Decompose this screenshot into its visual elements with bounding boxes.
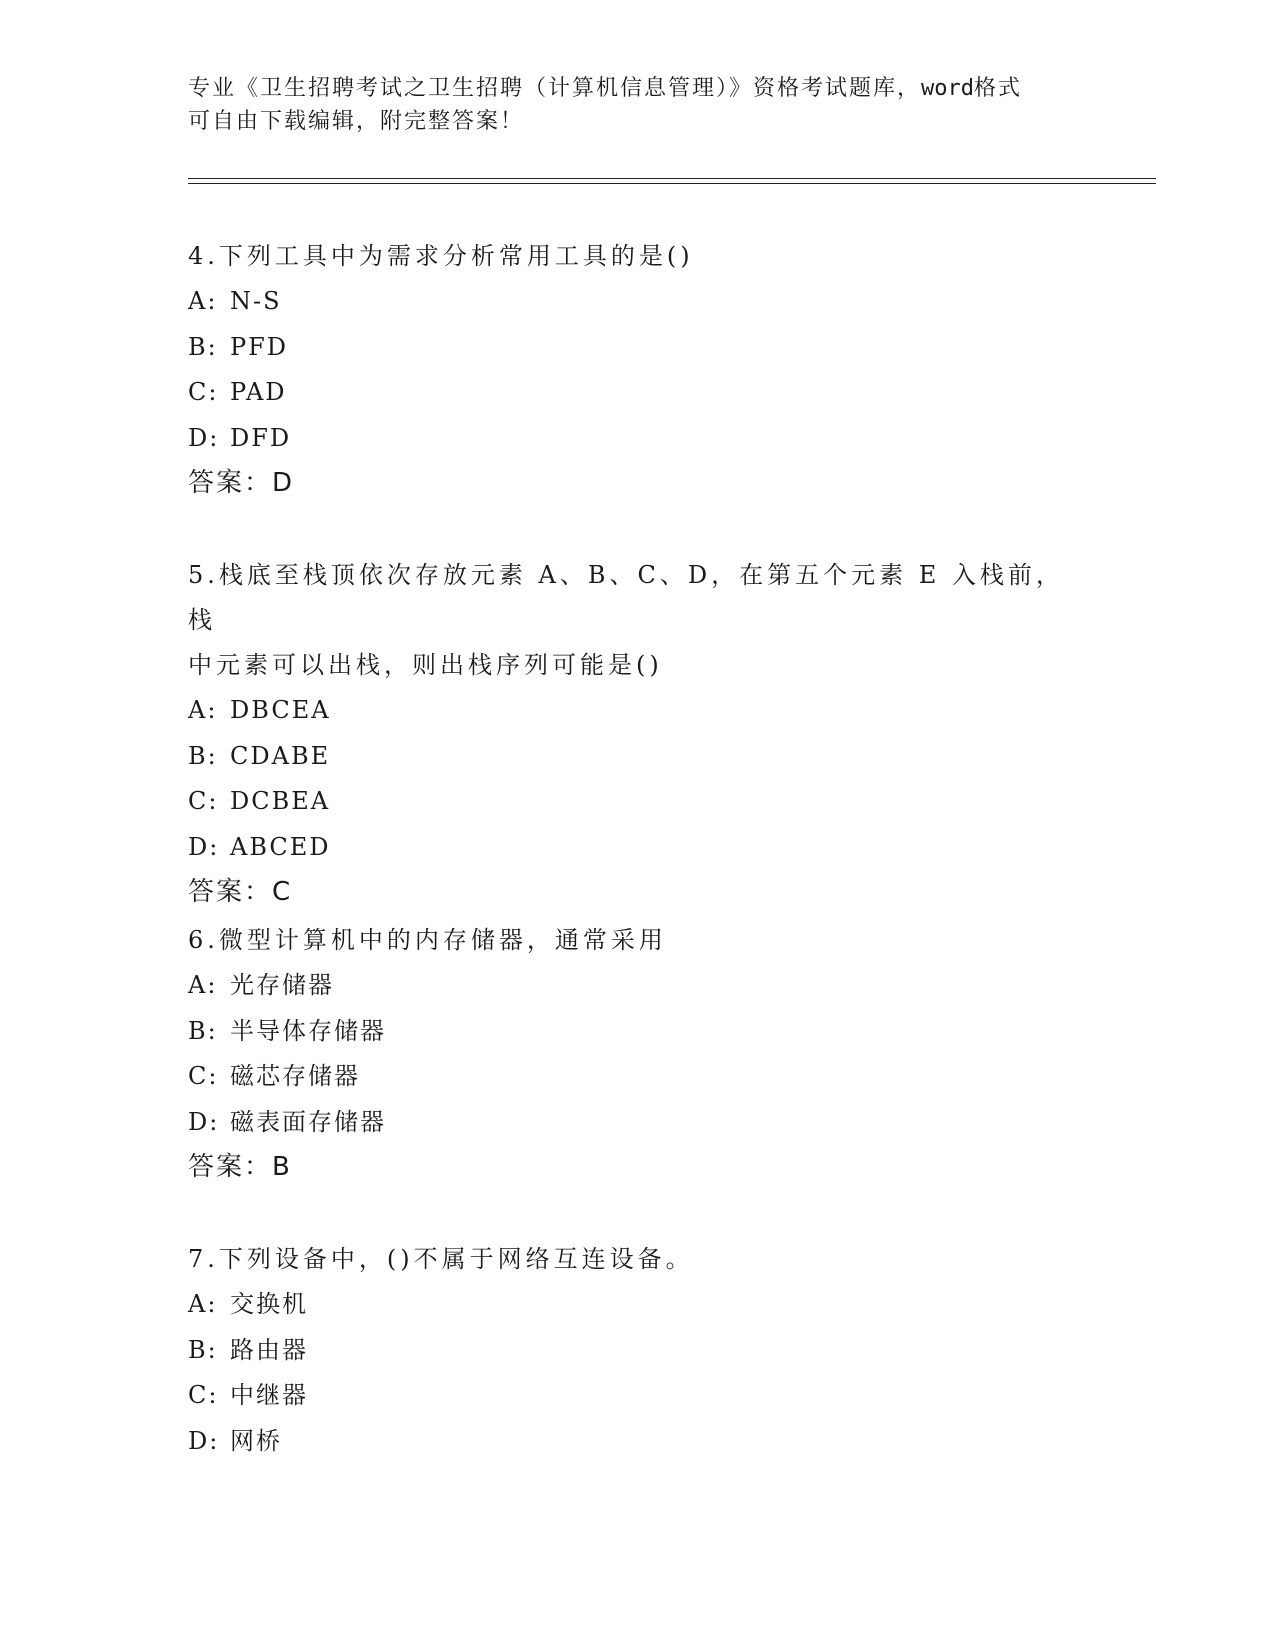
question-stem: 7.下列设备中，()不属于网络互连设备。 [188, 1245, 694, 1273]
option-a [188, 1282, 1088, 1328]
answer-line: 答案：B [188, 1152, 292, 1182]
option-letter: A: [188, 287, 218, 315]
header-word-keyword: word [921, 76, 974, 101]
option-text: DFD [230, 423, 292, 452]
option-b [188, 1009, 1088, 1055]
header-divider-top [188, 178, 1156, 179]
question-5 [188, 553, 1088, 914]
option-b [188, 734, 1088, 780]
option-c [188, 779, 1088, 825]
option-text: PFD [230, 332, 289, 361]
question-stem-line-2: 中元素可以出栈，则出栈序列可能是() [188, 651, 663, 679]
option-b [188, 325, 1088, 371]
option-d [188, 1419, 1088, 1465]
answer-line: 答案：C [188, 877, 293, 907]
option-text: 光存储器 [230, 971, 334, 999]
option-a [188, 688, 1088, 734]
option-letter: D: [188, 832, 220, 861]
option-a [188, 963, 1088, 1009]
option-letter: B: [188, 1016, 218, 1045]
option-letter: C: [188, 378, 219, 406]
option-letter: A: [188, 696, 218, 724]
answer-line: 答案：D [188, 468, 295, 498]
question-stem: 4.下列工具中为需求分析常用工具的是() [188, 242, 694, 270]
option-letter: D: [188, 1107, 220, 1136]
option-text: 交换机 [230, 1290, 308, 1318]
option-text: DCBEA [230, 787, 331, 815]
option-letter: C: [188, 787, 219, 815]
option-letter: C: [188, 1381, 219, 1409]
option-text: CDABE [230, 741, 331, 770]
option-letter: C: [188, 1062, 219, 1090]
option-c [188, 1054, 1088, 1100]
header-line-2: 可自由下载编辑，附完整答案！ [188, 109, 525, 134]
header-divider-bottom [188, 183, 1156, 184]
option-letter: B: [188, 741, 218, 770]
header-line-1-prefix: 专业《卫生招聘考试之卫生招聘（计算机信息管理）》资格考试题库， [188, 76, 922, 101]
option-text: N-S [230, 287, 282, 315]
option-d [188, 1100, 1088, 1146]
option-letter: D: [188, 1426, 220, 1455]
option-letter: A: [188, 1290, 218, 1318]
option-a [188, 279, 1088, 325]
option-text: ABCED [230, 832, 331, 861]
question-7 [188, 1237, 1088, 1464]
option-d [188, 825, 1088, 871]
document-header [188, 72, 1068, 138]
option-letter: B: [188, 1335, 218, 1364]
option-text: 半导体存储器 [230, 1016, 386, 1045]
option-d [188, 416, 1088, 462]
option-text: 网桥 [230, 1426, 282, 1455]
option-text: 磁芯存储器 [230, 1062, 360, 1090]
header-line-1-suffix: 格式 [974, 76, 1023, 101]
option-text: PAD [230, 378, 287, 406]
option-c [188, 1373, 1088, 1419]
header-line-1 [188, 72, 1068, 105]
question-stem: 6.微型计算机中的内存储器，通常采用 [188, 926, 667, 954]
question-4 [188, 234, 1088, 505]
option-letter: A: [188, 971, 218, 999]
option-text: 中继器 [230, 1381, 308, 1409]
question-stem-line-1: 5.栈底至栈顶依次存放元素 A、B、C、D，在第五个元素 E 入栈前，栈 [188, 561, 1064, 634]
option-b [188, 1328, 1088, 1374]
option-text: 磁表面存储器 [230, 1107, 386, 1136]
option-letter: B: [188, 332, 218, 361]
question-6 [188, 918, 1088, 1189]
option-text: DBCEA [230, 696, 331, 724]
option-c [188, 370, 1088, 416]
option-text: 路由器 [230, 1335, 308, 1364]
option-letter: D: [188, 423, 220, 452]
